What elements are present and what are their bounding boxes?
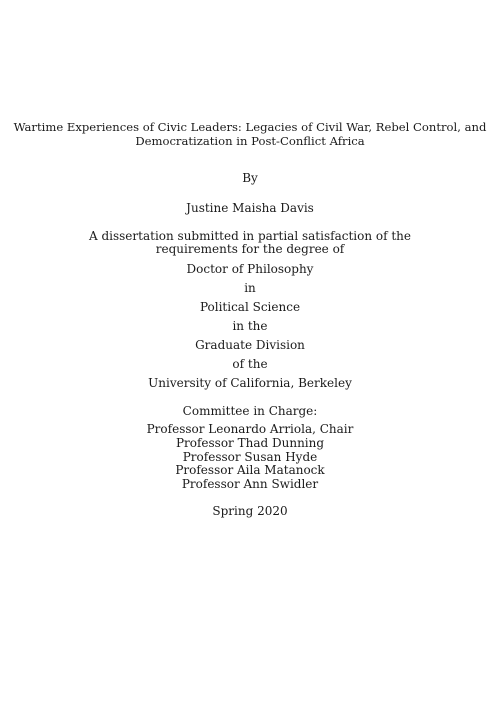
committee-member: Professor Thad Dunning: [175, 436, 325, 450]
submission-date: Spring 2020: [212, 504, 288, 518]
committee-member: Professor Aila Matanock: [175, 463, 325, 477]
committee-member: Professor Ann Swidler: [181, 477, 319, 491]
in-the-label: in the: [232, 319, 268, 333]
dissertation-title-line-1: Wartime Experiences of Civic Leaders: Legacies of Civil War, Rebel Control, and: [13, 120, 487, 134]
in-label: in: [244, 281, 256, 295]
degree-name: Doctor of Philosophy: [186, 262, 314, 276]
graduate-division: Graduate Division: [195, 338, 305, 352]
field-of-study: Political Science: [199, 300, 301, 314]
submission-statement-line-1: A dissertation submitted in partial satisfaction of the: [88, 229, 411, 243]
committee-member: Professor Susan Hyde: [182, 450, 318, 464]
committee-member-chair: Professor Leonardo Arriola, Chair: [146, 422, 354, 436]
university-name: University of California, Berkeley: [148, 376, 352, 390]
of-the-label: of the: [232, 357, 268, 371]
submission-statement-line-2: requirements for the degree of: [155, 242, 345, 256]
by-label: By: [242, 171, 258, 185]
dissertation-title-line-2: Democratization in Post-Conflict Africa: [135, 134, 365, 148]
committee-heading: Committee in Charge:: [182, 404, 318, 418]
author-name: Justine Maisha Davis: [186, 201, 314, 215]
